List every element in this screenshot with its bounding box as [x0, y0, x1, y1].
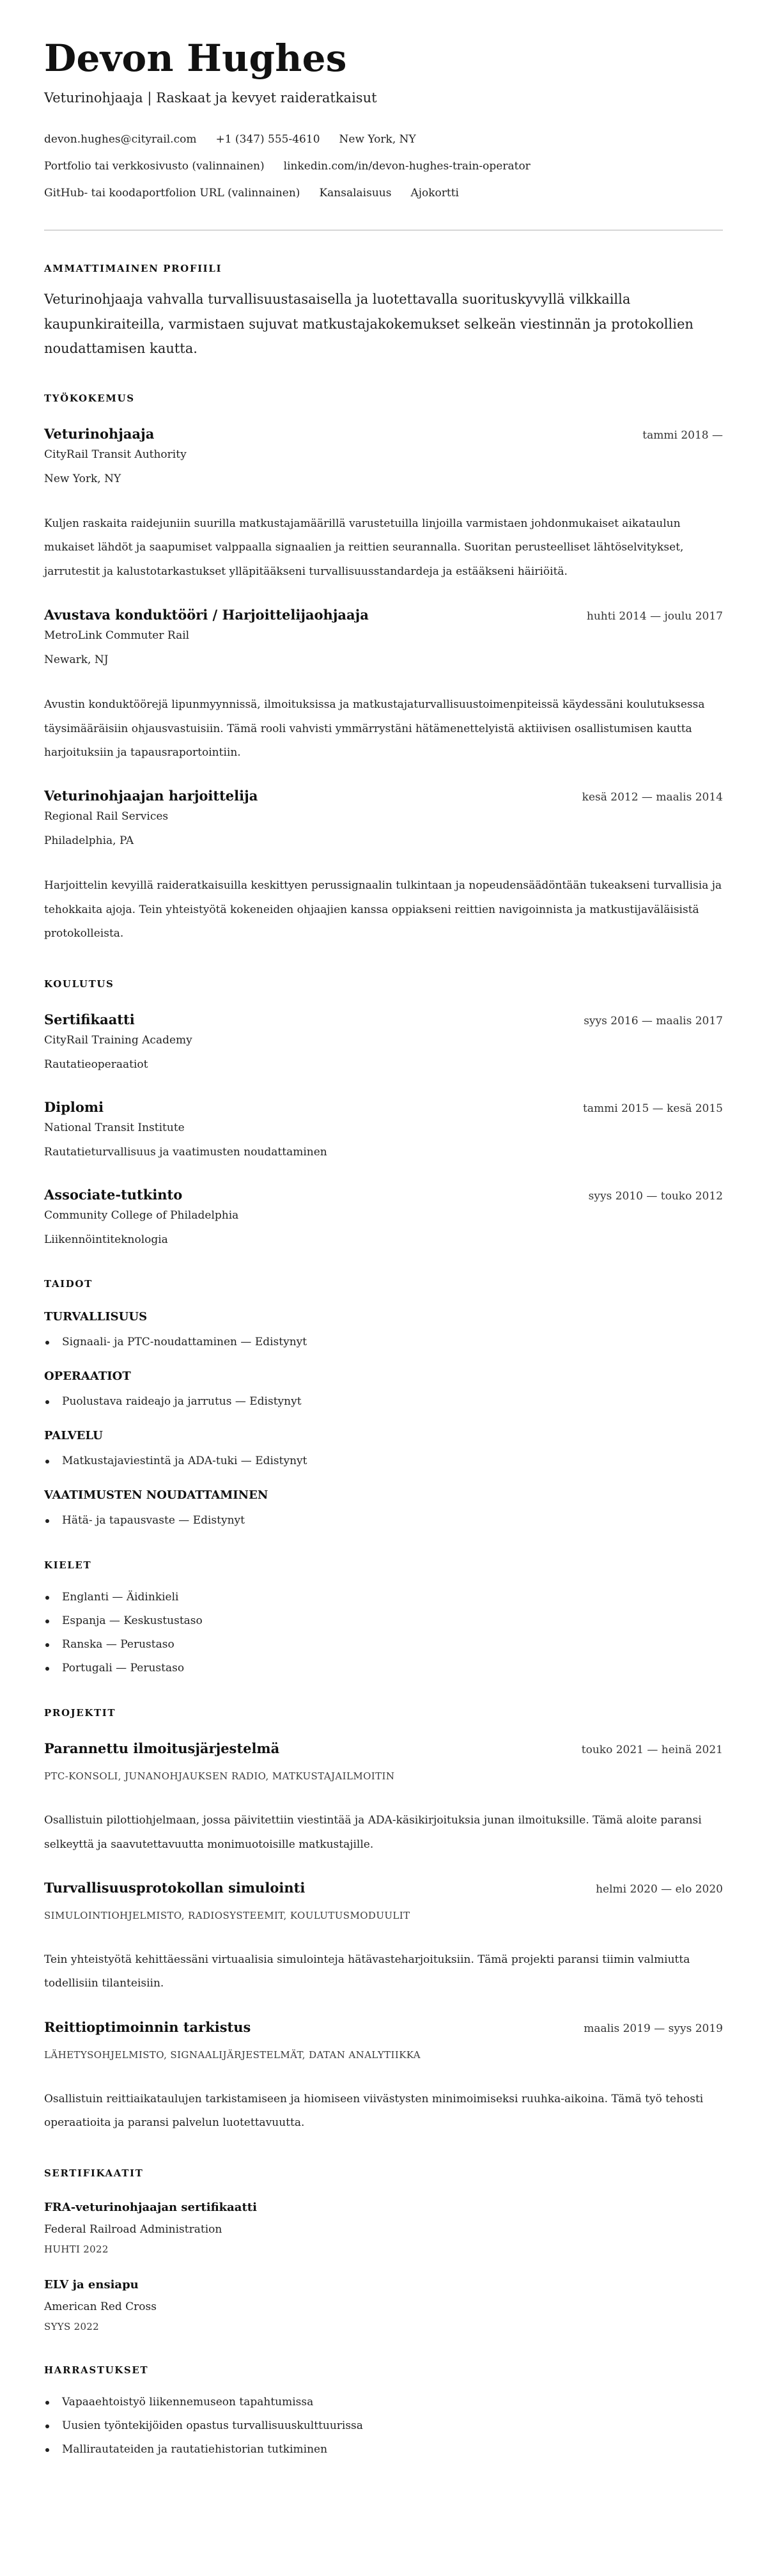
skill-group	[44, 1488, 723, 1527]
project-entry	[44, 1880, 723, 1996]
interest-item: Mallirautateiden ja rautatiehistorian tutkiminen	[44, 2442, 723, 2456]
interest-item: Uusien työntekijöiden opastus turvallisuuskulttuurissa	[44, 2419, 723, 2433]
portfolio-link[interactable]: Portfolio tai verkkosivusto (valinnainen)	[44, 160, 265, 173]
job-date: tammi 2018 —	[642, 429, 723, 442]
education-entry	[44, 1099, 723, 1159]
language-item: Portugali — Perustaso	[44, 1661, 723, 1675]
language-item: Espanja — Keskustustaso	[44, 1614, 723, 1628]
project-tech: LÄHETYSOHJELMISTO, SIGNAALIJÄRJESTELMÄT, DATAN ANALYTIIKKA	[44, 2049, 421, 2061]
skill-group-title: OPERAATIOT	[44, 1369, 131, 1383]
experience-entry	[44, 426, 723, 584]
section-title: TAIDOT	[44, 1277, 93, 1290]
project-description: Tein yhteistyötä kehittäessäni virtuaalisia simulointeja hätävasteharjoituksiin. Tämä projekti paransi tiimin valmiutta todellisiin tilanteisiin.	[44, 1953, 690, 1990]
section-title: KIELET	[44, 1559, 92, 1571]
job-description: Kuljen raskaita raidejuniin suurilla matkustajamäärillä varustetuilla linjoilla varmistaen johdonmukaiset aikataulun mukaiset lähdöt ja saapumiset valppaalla signaalien ja reittien seurannalla. Suoritan perusteelliset lähtöselvitykset, jarrutestit ja kalustotarkastukset ylläpitääkseni turvallisuusstandardeja ja estääkseni häiriöitä.	[44, 517, 684, 578]
education-date: tammi 2015 — kesä 2015	[582, 1102, 723, 1115]
experience-section	[44, 393, 723, 946]
education-date: syys 2010 — touko 2012	[588, 1189, 723, 1203]
interests-section	[44, 2364, 723, 2456]
school: National Transit Institute	[44, 1121, 185, 1134]
contact-row-2	[44, 159, 723, 173]
employer: MetroLink Commuter Rail	[44, 629, 190, 643]
project-title: Parannettu ilmoitusjärjestelmä	[44, 1740, 280, 1757]
section-title: PROJEKTIT	[44, 1707, 116, 1719]
field-of-study: Liikennöintiteknologia	[44, 1233, 168, 1246]
education-entry	[44, 1187, 723, 1246]
skill-item: Matkustajaviestintä ja ADA-tuki — Edistynyt	[44, 1454, 723, 1468]
project-description: Osallistuin pilottiohjelmaan, jossa päivitettiin viestintää ja ADA-käsikirjoituksia junan ilmoituksille. Tämä aloite paransi selkeyttä ja saavutettavuutta monimuotoisille matkustajille.	[44, 1814, 702, 1851]
school: Community College of Philadelphia	[44, 1208, 239, 1222]
drivers-license: Ajokortti	[410, 187, 459, 200]
contact-row-3	[44, 186, 723, 200]
project-description: Osallistuin reittiaikataulujen tarkistamiseen ja hiomiseen viivästysten minimoimiseksi ruuhka-aikoina. Tämä työ tehosti operaatioita ja paransi palvelun luotettavuutta.	[44, 2092, 704, 2130]
degree: Associate-tutkinto	[44, 1186, 183, 1203]
skill-item: Puolustava raideajo ja jarrutus — Edistynyt	[44, 1394, 723, 1409]
header-divider	[44, 230, 723, 231]
languages-section	[44, 1559, 723, 1675]
job-location: Philadelphia, PA	[44, 834, 134, 848]
certificates-section	[44, 2167, 723, 2332]
section-title: AMMATTIMAINEN PROFIILI	[44, 263, 222, 275]
section-title: HARRASTUKSET	[44, 2364, 149, 2376]
job-title: Avustava konduktööri / Harjoittelijaohjaaja	[44, 607, 369, 623]
skill-group-title: TURVALLISUUS	[44, 1309, 148, 1323]
contact-row-1	[44, 132, 723, 146]
degree: Sertifikaatti	[44, 1011, 135, 1027]
certificate-issuer: American Red Cross	[44, 2300, 157, 2313]
experience-entry	[44, 607, 723, 765]
profile-section	[44, 263, 723, 361]
degree: Diplomi	[44, 1098, 104, 1115]
headline: Veturinohjaaja | Raskaat ja kevyet raideratkaisut	[44, 90, 377, 105]
skill-item: Hätä- ja tapausvaste — Edistynyt	[44, 1513, 723, 1527]
certificate-date: HUHTI 2022	[44, 2243, 109, 2255]
github-link[interactable]: GitHub- tai koodaportfolion URL (valinnainen)	[44, 187, 300, 200]
certificate-entry	[44, 2201, 723, 2255]
education-section	[44, 978, 723, 1246]
certificate-name: ELV ja ensiapu	[44, 2277, 139, 2291]
skills-section	[44, 1278, 723, 1527]
candidate-name: Devon Hughes	[44, 36, 347, 80]
experience-entry	[44, 788, 723, 946]
language-item: Ranska — Perustaso	[44, 1637, 723, 1651]
phone-number[interactable]: +1 (347) 555-4610	[215, 133, 320, 146]
skill-group-title: PALVELU	[44, 1428, 103, 1442]
job-title: Veturinohjaajan harjoittelija	[44, 788, 258, 804]
project-entry	[44, 1740, 723, 1857]
linkedin-link[interactable]: linkedin.com/in/devon-hughes-train-operator	[283, 160, 531, 173]
language-item: Englanti — Äidinkieli	[44, 1590, 723, 1604]
project-tech: PTC-KONSOLI, JUNANOHJAUKSEN RADIO, MATKUSTAJAILMOITIN	[44, 1770, 395, 1783]
skill-group-title: VAATIMUSTEN NOUDATTAMINEN	[44, 1488, 268, 1502]
certificate-date: SYYS 2022	[44, 2320, 99, 2332]
job-location: New York, NY	[44, 472, 121, 486]
education-entry	[44, 1011, 723, 1071]
job-location: Newark, NJ	[44, 653, 109, 667]
section-title: KOULUTUS	[44, 978, 114, 990]
project-date: maalis 2019 — syys 2019	[584, 2022, 723, 2035]
employer: Regional Rail Services	[44, 810, 169, 824]
job-date: kesä 2012 — maalis 2014	[582, 791, 723, 804]
job-date: huhti 2014 — joulu 2017	[586, 610, 723, 623]
project-tech: SIMULOINTIOHJELMISTO, RADIOSYSTEEMIT, KOULUTUSMODUULIT	[44, 1910, 410, 1922]
section-title: SERTIFIKAATIT	[44, 2167, 144, 2179]
skill-item: Signaali- ja PTC-noudattaminen — Edistynyt	[44, 1335, 723, 1349]
school: CityRail Training Academy	[44, 1033, 192, 1047]
projects-section	[44, 1707, 723, 2135]
project-title: Reittioptimoinnin tarkistus	[44, 2018, 251, 2035]
email-link[interactable]: devon.hughes@cityrail.com	[44, 133, 197, 146]
skill-group	[44, 1310, 723, 1349]
interest-item: Vapaaehtoistyö liikennemuseon tapahtumissa	[44, 2395, 723, 2409]
project-title: Turvallisuusprotokollan simulointi	[44, 1880, 306, 1896]
employer: CityRail Transit Authority	[44, 448, 187, 462]
field-of-study: Rautatieoperaatiot	[44, 1058, 148, 1071]
field-of-study: Rautatieturvallisuus ja vaatimusten noudattaminen	[44, 1145, 327, 1159]
project-date: helmi 2020 — elo 2020	[596, 1883, 723, 1896]
skill-group	[44, 1370, 723, 1409]
citizenship: Kansalaisuus	[319, 187, 392, 200]
profile-summary: Veturinohjaaja vahvalla turvallisuustasaisella ja luotettavalla suorituskyvyllä vilkkailla kaupunkiraiteilla, varmistaen sujuvat matkustajakokemukset selkeän viestinnän ja protokollien noudattamisen kautta.	[44, 292, 693, 356]
location: New York, NY	[339, 133, 416, 146]
certificate-name: FRA-veturinohjaajan sertifikaatti	[44, 2200, 257, 2214]
certificate-entry	[44, 2278, 723, 2332]
education-date: syys 2016 — maalis 2017	[584, 1014, 723, 1027]
project-entry	[44, 2019, 723, 2135]
skill-group	[44, 1429, 723, 1468]
certificate-issuer: Federal Railroad Administration	[44, 2222, 222, 2236]
section-title: TYÖKOKEMUS	[44, 393, 135, 405]
project-date: touko 2021 — heinä 2021	[581, 1744, 723, 1757]
job-title: Veturinohjaaja	[44, 426, 155, 442]
job-description: Harjoittelin kevyillä raideratkaisuilla keskittyen perussignaalin tulkintaan ja nopeudensäädöntään tukeakseni turvallisia ja tehokkaita ajoja. Tein yhteistyötä kokeneiden ohjaajien kanssa oppiakseni reittien navigoinnista ja matkustijaväläisistä protokolleista.	[44, 879, 722, 941]
job-description: Avustin konduktöörejä lipunmyynnissä, ilmoituksissa ja matkustajaturvallisuustoimenpiteissä käydessäni koulutuksessa täysimääräisiin ohjausvastuisiin. Tämä rooli vahvisti ymmärrystäni hätämenettelyistä aktiivisen osallistumisen kautta harjoituksiin ja tapausraportointiin.	[44, 698, 705, 759]
resume-header	[44, 38, 723, 231]
